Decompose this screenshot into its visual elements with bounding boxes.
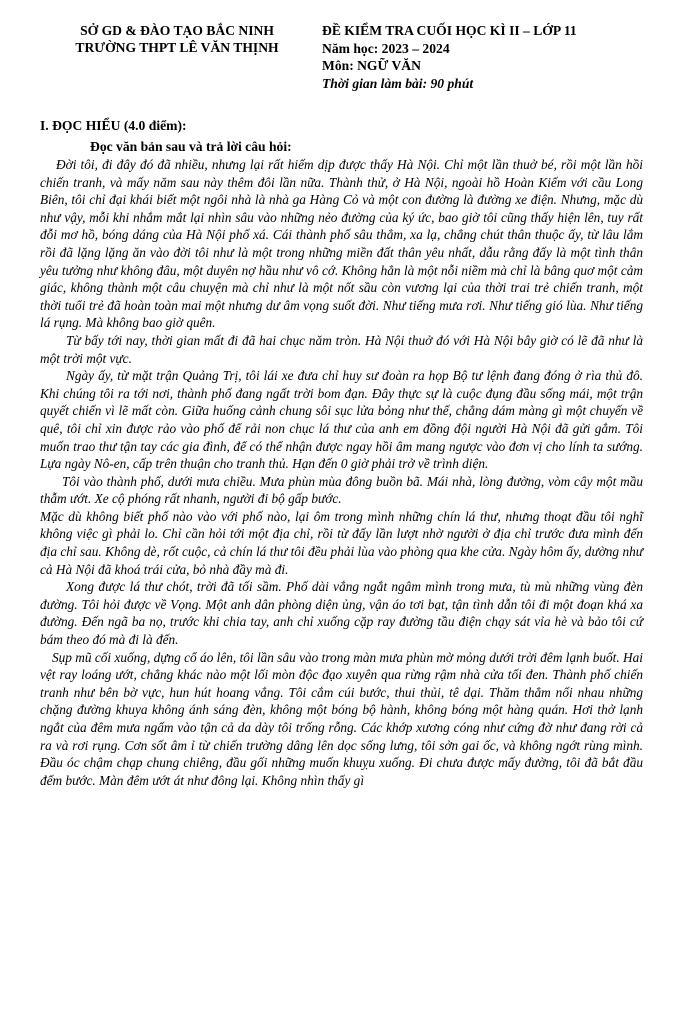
exam-title: ĐỀ KIỂM TRA CUỐI HỌC KÌ II – LỚP 11 <box>322 23 577 38</box>
paragraph: Mặc dù không biết phố nào vào với phố nào, lại ôm trong mình những chín lá thư, nhưng thoạt đầu tôi nghĩ không việc gì phải lo. Chỉ cần hỏi tới một địa chỉ, rồi từ đấy lần lượt nhờ người ở địa chỉ trước đưa mình đến địa chỉ sau. Không dè, rốt cuộc, cả chín lá thư tôi đều phải lùa vào phòng qua khe cửa. Ngày hôm ấy, dường như cả Hà Nội đã khoá trái cửa, bỏ nhà đầy mà đi. <box>40 508 643 577</box>
exam-info <box>322 22 662 92</box>
department-name: SỞ GD & ĐÀO TẠO BẮC NINH <box>80 23 274 38</box>
section-title: I. ĐỌC HIỂU (4.0 điểm): <box>40 118 187 133</box>
reading-passage <box>40 156 643 789</box>
instruction: Đọc văn bản sau và trả lời câu hỏi: <box>90 139 292 154</box>
exam-header <box>0 22 687 102</box>
paragraph: Ngày ấy, từ mặt trận Quảng Trị, tôi lái xe đưa chỉ huy sư đoàn ra họp Bộ tư lệnh đang đóng ở rìa thủ đô. Khi chúng tôi ra tới nơi, thành phố đang ngất trời bom đạn. Đây thực sự là cuộc đụng đầu sống mái, một trận quyết chiến vì lẽ mất còn. Giữa huống cảnh chung sôi sục lửa bỏng như thế, chẳng dám màng gì một chuyến về quê, tôi chỉ xin được rảo vào phố để rải non chục lá thư của anh em đồng đội người Hà Nội đã gửi gắm. Tôi muốn trao thư tận tay các gia đình, để có thể nhận được ngay hồi âm mang ngược vào đơn vị cho lính ta sướng. Lựa ngày Nô-en, cấp trên thuận cho tranh thủ. Hạn đến 0 giờ phải trở về trình diện. <box>40 368 643 472</box>
paragraph: Tôi vào thành phố, dưới mưa chiều. Mưa phùn mùa đông buồn bã. Mái nhà, lòng đường, vòm cây một mầu thẫm ướt. Xe cộ phóng rất nhanh, người đi bộ gấp bước. <box>40 473 643 507</box>
paragraph: Xong được lá thư chót, trời đã tối sầm. Phố dài vắng ngắt ngâm mình trong mưa, tù mù những vùng đèn đường. Tôi hỏi được về Vọng. Một anh dân phòng diện ủng, vận áo tơi bạt, tận tình dẫn tôi đi một đoạn khá xa đường. Đến ngã ba nọ, trước khi chia tay, anh chỉ xuống cặp ray đường tầu điện chạy sát vỉa hè và bảo tôi cứ bám theo đó mà đi là đến. <box>40 579 643 648</box>
subject: Môn: NGỮ VĂN <box>322 58 421 73</box>
paragraph: Từ bấy tới nay, thời gian mất đi đã hai chục năm tròn. Hà Nội thuở đó với Hà Nội bây giờ có lẽ đã như là một trời một vực. <box>40 332 643 366</box>
school-name: TRƯỜNG THPT LÊ VĂN THỊNH <box>75 40 279 55</box>
paragraph: Sụp mũ cối xuống, dựng cổ áo lên, tôi lần sâu vào trong màn mưa phùn mờ mỏng dưới trời đêm lạnh buốt. Hai vệt ray loáng ướt, chẳng khác nào một lối mòn độc đạo xuyên qua rừng rậm nhà cửa tối đen. Thành phố chiến tranh như bên bờ vực, hun hút hoang vắng. Tôi cắm cúi bước, thui thủi, tê dại. Thăm thẳm nối nhau những chặng đường khuya không ánh sáng đèn, không một bóng bộ hành, không bóng một hàng quán. Hơi thở lạnh ngắt của đêm mưa ngấm vào tận cả da dày tôi trống rỗng. Các khớp xương cóng như cứng đờ như đang rời cả ra và rơi rụng. Cơn sốt âm ỉ từ chiến trường dâng lên dọc sống lưng, tôi sởn gai ốc, và không ngớt rùng mình. Đầu óc chậm chạp chung chiêng, đầu gối những muốn khuỵu xuống. Đi chưa được mấy đường, tôi đã bắt đầu đếm bước. Màn đêm ướt át như đông lại. Không nhìn thấy gì <box>40 649 643 788</box>
paragraph: Đời tôi, đi đây đó đã nhiều, nhưng lại rất hiếm dịp được thấy Hà Nội. Chỉ một lần thuở bé, rồi một lần hồi chiến tranh, và mấy năm sau này thêm đôi lần nữa. Thành thử, ở Hà Nội, ngoài hồ Hoàn Kiếm với cầu Long Biên, tôi chỉ đại khái biết một ngôi nhà là nhà ga Hàng Cỏ và một con đường là đường xe điện. Nhưng, mặc dù như vậy, mỗi khi nhắm mắt lại nhìn sâu vào những nẻo đường của ký ức, bao giờ tôi cũng thấy hiện lên, tuy rất đỗi mơ hồ, bóng dáng của Hà Nội phố xá. Cái thành phố sâu thẳm, xa lạ, chẳng chút thân thuộc ấy, từ lâu lắm rồi đã lặng lặng ăn vào đời tôi như là một trong những miền đất thân yêu nhất, dẫu rằng đấy là một tình thân yêu tưởng như không đâu, một duyên nợ hầu như vô cớ. Không hẳn là một nỗi niềm mà chỉ là bâng quơ một cảm giác, không thành một câu chuyện mà chỉ như là một nốt sầu còn vương lại của thời trai trẻ chiến tranh, một thời tuổi trẻ đã hoàn toàn mai một nhưng dư âm vọng suốt đời. Như tiếng mưa rơi. Như tiếng gió lùa. Như tiếng lá rụng. Mà không bao giờ quên. <box>40 157 643 331</box>
school-year: Năm học: 2023 – 2024 <box>322 40 450 56</box>
duration: Thời gian làm bài: 90 phút <box>322 75 474 91</box>
school-info <box>52 22 302 56</box>
